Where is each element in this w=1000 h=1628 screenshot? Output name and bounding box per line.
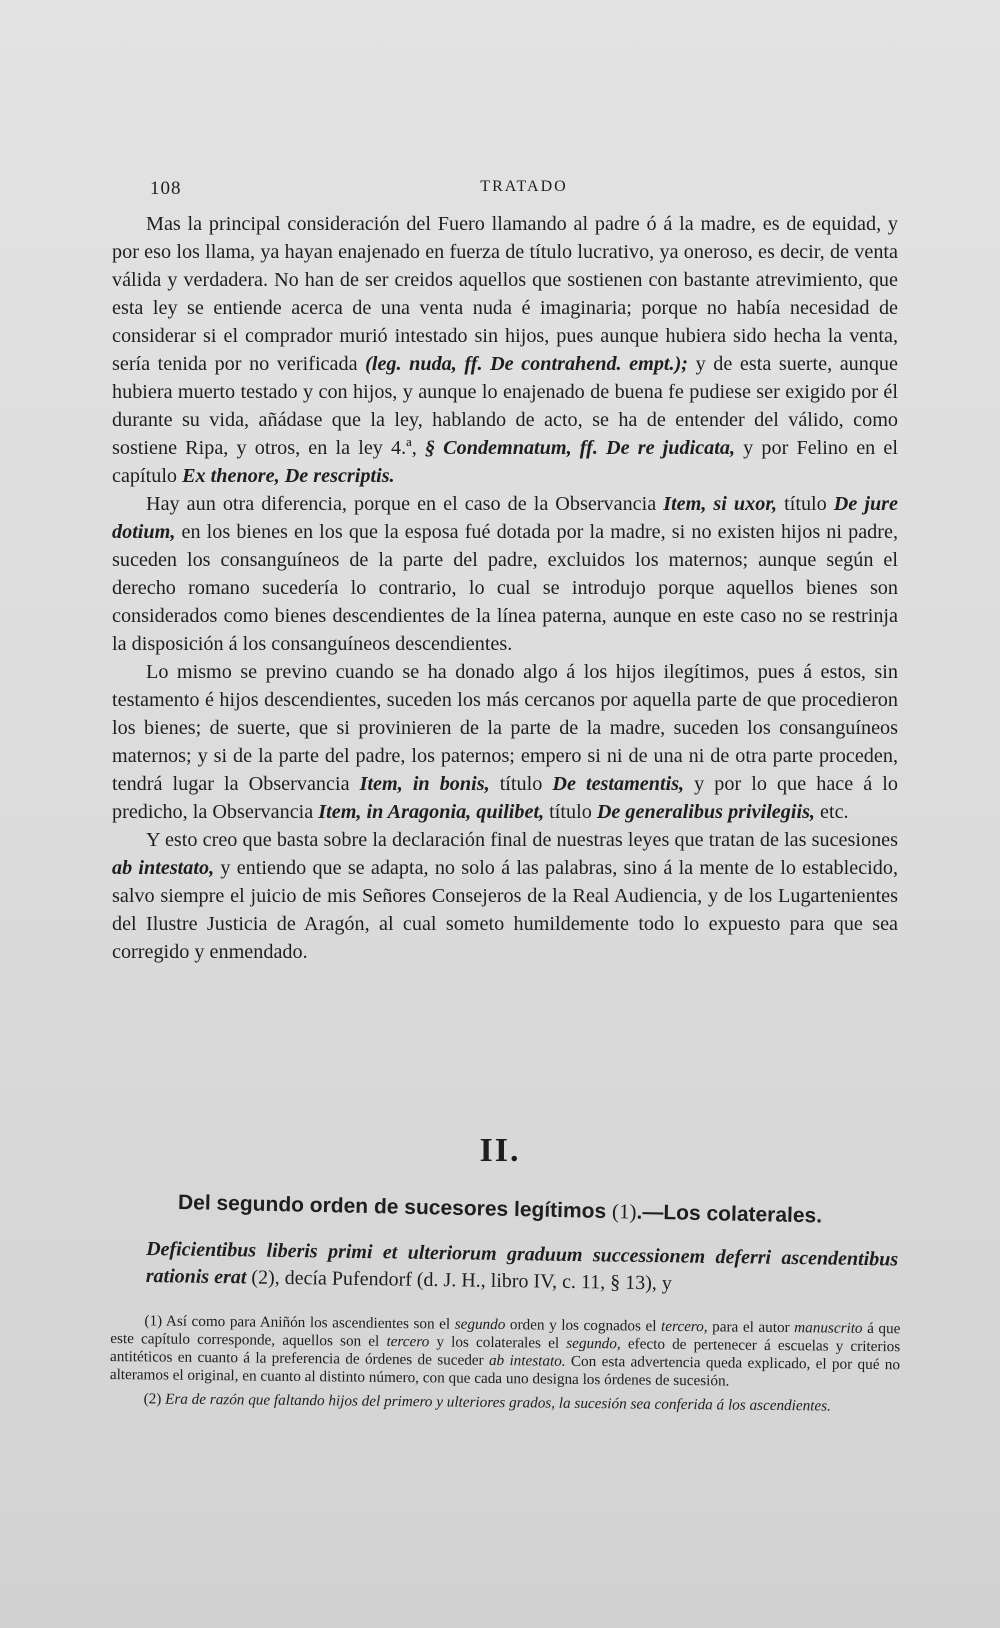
text-run: Hay aun otra diferencia, porque en el caso de la Observancia bbox=[146, 493, 664, 515]
paragraph bbox=[112, 210, 898, 490]
text-run: Mas la principal consideración del Fuero llamando al padre ó á la madre, es de equidad, y por eso los llama, ya hayan enajenado en fuerza de título lucrativo, ya oneroso, es decir, de venta válida y verdadera. No han de ser creidos aquellos que sostienen con bastante atrevimiento, que esta ley se entiende acerca de una venta nuda é imaginaria; porque no había necesidad de considerar si el comprador murió intestado sin hijos, pues aunque hubiera sido hecha la venta, sería tenida por no verificada bbox=[112, 213, 898, 375]
text-run: y entiendo que se adapta, no solo á las palabras, sino á la mente de lo establecido, salvo siempre el juicio de mis Señores Consejeros de la Real Audiencia, y de los Lugartenientes del Ilustre Justicia de Aragón, al cual someto humildemente todo lo expuesto para que sea corregido y enmendado. bbox=[112, 857, 899, 963]
text-run: título bbox=[489, 773, 553, 795]
page-header bbox=[150, 178, 898, 202]
text-run: y los colaterales el bbox=[429, 1333, 567, 1352]
italic-citation: Item, si uxor, bbox=[663, 493, 778, 515]
footnote bbox=[110, 1312, 901, 1392]
paragraph bbox=[112, 826, 898, 966]
footnote bbox=[110, 1390, 900, 1416]
text-run: en los bienes en los que la esposa fué dotada por la madre, si no existen hijos ni padre, suceden los consanguíneos de la parte del padre, excluidos los maternos; aunque según el derecho romano sucedería lo contrario, lo cual se introdujo porque aquellos bienes son considerados como bienes descendientes de la línea paterna, aunque en este caso no se restrinja la disposición á los consanguíneos descendientes. bbox=[112, 521, 898, 655]
text-run: y por Felino en el capítulo bbox=[112, 437, 898, 487]
text-run: título bbox=[777, 493, 834, 515]
page-number: 108 bbox=[150, 178, 182, 199]
italic-citation: ab intestato. bbox=[488, 1351, 566, 1370]
text-run: Lo mismo se previno cuando se ha donado algo á los hijos ilegítimos, pues á estos, sin testamento é hijos descendientes, suceden los más cercanos por aquella parte de que procedieron los bienes; de suerte, que si provinieren de la parte de la madre, suceden los consanguíneos maternos; y si de la parte del padre, los paternos; empero si ni de una ni de otra parte proceden, tendrá lugar la Observancia bbox=[112, 661, 898, 795]
italic-citation: segundo bbox=[454, 1315, 506, 1334]
footnote-ref: (1) bbox=[611, 1199, 637, 1224]
text-run: etc. bbox=[814, 801, 849, 823]
italic-citation: tercero bbox=[386, 1332, 430, 1351]
section-opening bbox=[146, 1236, 899, 1300]
text-run: para el autor bbox=[707, 1318, 795, 1337]
footnotes bbox=[109, 1312, 900, 1422]
italic-citation: tercero, bbox=[660, 1317, 708, 1336]
italic-citation: De generalibus privilegiis, bbox=[596, 801, 815, 823]
text-run: Con esta advertencia queda explicado, el por qué no alteramos el original, en cuanto al distinto número, con que cada uno designa los órdenes de sucesión. bbox=[109, 1352, 901, 1390]
italic-citation: Item, in Aragonia, quilibet, bbox=[318, 801, 545, 823]
italic-citation: Era de razón que faltando hijos del primero y ulteriores grados, la sucesión sea conferida á los ascendientes. bbox=[165, 1390, 831, 1415]
italic-citation: De testamentis, bbox=[552, 773, 685, 795]
italic-citation: Item, in bonis, bbox=[359, 773, 490, 795]
paragraph bbox=[112, 658, 898, 826]
text-run: (1) Así como para Aniñón los ascendientes son el bbox=[144, 1312, 455, 1333]
text-run: (2), decía Pufendorf (d. J. H., libro IV, c. 11, § 13), y bbox=[246, 1266, 672, 1295]
italic-citation: De jure dotium, bbox=[112, 493, 898, 543]
body-text bbox=[112, 210, 898, 966]
italic-citation: Deficientibus liberis primi et ulteriorum graduum successionem deferri ascendentibus rationis erat bbox=[145, 1238, 899, 1289]
section-title-main: Del segundo orden de sucesores legítimos bbox=[177, 1191, 607, 1223]
paragraph bbox=[112, 490, 898, 658]
italic-citation: § Condemnatum, ff. De re judicata, bbox=[424, 437, 736, 459]
text-run: y de esta suerte, aunque hubiera muerto testado y con hijos, y aunque lo enajenado de buena fe pudiese ser exigido por él durante su vida, añádase que la ley, hablando de acto, se ha de entender del válido, como sostiene Ripa, y otros, en la ley 4.ª, bbox=[112, 353, 898, 459]
text-run: á que este capítulo corresponde, aquellos son el bbox=[110, 1319, 901, 1350]
section-number: II. bbox=[479, 1132, 521, 1169]
section-title bbox=[178, 1190, 900, 1230]
italic-citation: Ex thenore, De rescriptis. bbox=[182, 465, 395, 487]
section-title-end: .—Los colaterales. bbox=[636, 1200, 823, 1228]
text-run: Y esto creo que basta sobre la declaración final de nuestras leyes que tratan de las sucesiones bbox=[146, 829, 898, 851]
italic-citation: (leg. nuda, ff. De contrahend. empt.); bbox=[365, 353, 689, 375]
text-run: efecto de pertenecer á escuelas y criterios antitéticos en cuanto á la preferencia de órdenes de suceder bbox=[109, 1335, 901, 1369]
text-run: orden y los cognados el bbox=[505, 1316, 662, 1335]
text-run: y por lo que hace á lo predicho, la Observancia bbox=[112, 773, 898, 823]
text-run: (2) bbox=[143, 1390, 166, 1408]
text-run: título bbox=[544, 801, 597, 823]
running-title: TRATADO bbox=[480, 178, 568, 195]
italic-citation: segundo, bbox=[566, 1334, 621, 1353]
italic-citation: manuscrito bbox=[794, 1319, 863, 1337]
italic-citation: ab intestato, bbox=[112, 857, 215, 879]
